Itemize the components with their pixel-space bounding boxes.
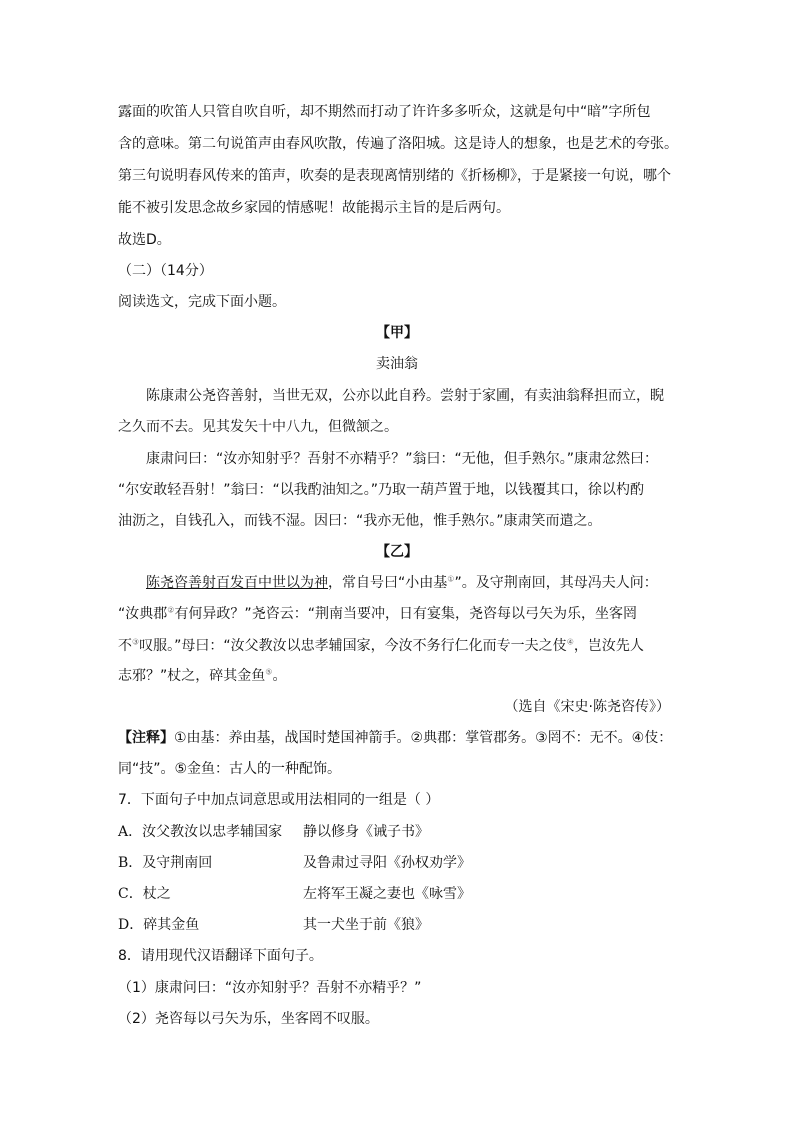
passage-a-p2-line-3: 油沥之，自钱孔入，而钱不湿。因曰：“我亦无他，惟手熟尔。”康肃笑而遣之。 — [118, 513, 602, 529]
passage-b-line-4-text-b: 。 — [272, 668, 287, 684]
question-8-stem: 8．请用现代汉语翻译下面句子。 — [118, 948, 323, 964]
passage-a-p1-line-2: 之久而不去。见其发矢十中八九，但微颔之。 — [118, 419, 398, 435]
passage-b-source: （选自《宋史·陈尧咨传》） — [504, 699, 670, 715]
question-8-sentence-2: （2）尧咨每以弓矢为乐，坐客罔不叹服。 — [118, 1011, 379, 1027]
option-b-label: B． — [118, 855, 143, 871]
option-b-left: 及守荆南回 — [142, 855, 213, 871]
option-c-left: 杖之 — [142, 886, 171, 902]
note-ref-4: ④ — [566, 637, 574, 647]
option-a-right: 静以修身《诫子书》 — [303, 824, 429, 840]
note-ref-1: ① — [447, 574, 455, 584]
option-c-label: C． — [118, 886, 143, 902]
option-b-right: 及鲁肃过寻阳《孙权劝学》 — [303, 855, 471, 871]
option-a-left: 汝父教汝以忠孝辅国家 — [142, 824, 283, 840]
passage-a-p1-line-1: 陈康肃公尧咨善射，当世无双，公亦以此自矜。尝射于家圃，有卖油翁释担而立，睨 — [146, 388, 664, 404]
note-ref-2: ② — [167, 605, 175, 615]
passage-a-label: 【甲】 — [376, 325, 418, 341]
passage-b-line-1-text-a: ，常自号曰“小由基 — [328, 575, 448, 591]
question-7-option-b — [118, 853, 678, 873]
analysis-line-3: 第三句说明春风传来的笛声，吹奏的是表现离情别绪的《折杨柳》，于是紧接一句说，哪个 — [118, 168, 671, 184]
passage-b-line-1 — [146, 573, 658, 593]
question-7-option-c — [118, 884, 678, 904]
passage-a-p2-line-1: 康肃问曰：“汝亦知射乎？吾射不亦精乎？”翁曰：“无他，但手熟尔。”康肃忿然曰： — [146, 451, 659, 467]
passage-b-line-2-text-b: 有何异政？”尧咨云：“荆南当要冲，日有宴集，尧咨每以弓矢为乐，坐客罔 — [174, 606, 637, 622]
note-ref-3: ③ — [132, 637, 140, 647]
underlined-sentence: 陈尧咨善射百发百中世以为神 — [146, 575, 328, 591]
passage-b-line-2-text-a: “汝典郡 — [118, 606, 168, 622]
section-header: （二）（14分） — [118, 263, 213, 279]
option-d-left: 碎其金鱼 — [143, 917, 200, 933]
section-instruction: 阅读选文，完成下面小题。 — [118, 294, 286, 310]
notes-text-1: ①由基：养由基，战国时楚国神箭手。②典郡：掌管郡务。③罔不：无不。④伎： — [174, 730, 673, 746]
passage-a-p2-line-2: “尔安敢轻吾射！”翁曰：“以我酌油知之。”乃取一葫芦置于地，以钱覆其口，徐以杓酌 — [118, 482, 645, 498]
note-ref-5: ⑤ — [265, 667, 273, 677]
notes-label: 【注释】 — [118, 730, 174, 746]
passage-b-line-2 — [118, 604, 637, 624]
answer-line: 故选D。 — [118, 232, 171, 248]
passage-b-label: 【乙】 — [376, 544, 418, 560]
passage-a-title: 卖油翁 — [376, 356, 418, 372]
notes-line-2: 同“技”。⑤金鱼：古人的一种配饰。 — [118, 761, 342, 777]
analysis-line-4: 能不被引发思念故乡家园的情感呢！故能揭示主旨的是后两句。 — [118, 200, 510, 216]
question-7-stem: 7．下面句子中加点词意思或用法相同的一组是（ ） — [118, 792, 440, 808]
passage-b-line-3-text-c: ，岂汝先人 — [573, 638, 644, 654]
passage-b-line-4 — [118, 666, 286, 686]
analysis-line-1: 露面的吹笛人只管自吹自听，却不期然而打动了许许多多听众，这就是句中“暗”字所包 — [118, 104, 651, 120]
passage-b-line-4-text-a: 志邪？”杖之，碎其金鱼 — [118, 668, 266, 684]
analysis-line-2: 含的意味。第二句说笛声由春风吹散，传遍了洛阳城。这是诗人的想象，也是艺术的夸张。 — [118, 136, 678, 152]
notes-line-1 — [118, 728, 672, 748]
passage-b-line-3-text-a: 不 — [118, 638, 132, 654]
option-c-right: 左将军王凝之妻也《咏雪》 — [303, 886, 471, 902]
passage-b-line-3 — [118, 636, 644, 656]
passage-b-line-3-text-b: 叹服。”母曰：“汝父教汝以忠孝辅国家，今汝不务行仁化而专一夫之伎 — [139, 638, 567, 654]
option-a-label: A． — [118, 824, 143, 840]
passage-b-line-1-text-b: ”。及守荆南回，其母冯夫人问： — [454, 575, 658, 591]
question-7-option-a — [118, 822, 678, 842]
option-d-label: D． — [118, 917, 144, 933]
question-7-option-d — [118, 915, 678, 935]
option-d-right: 其一犬坐于前《狼》 — [303, 917, 429, 933]
question-8-sentence-1: （1）康肃问曰：“汝亦知射乎？吾射不亦精乎？” — [118, 980, 422, 996]
